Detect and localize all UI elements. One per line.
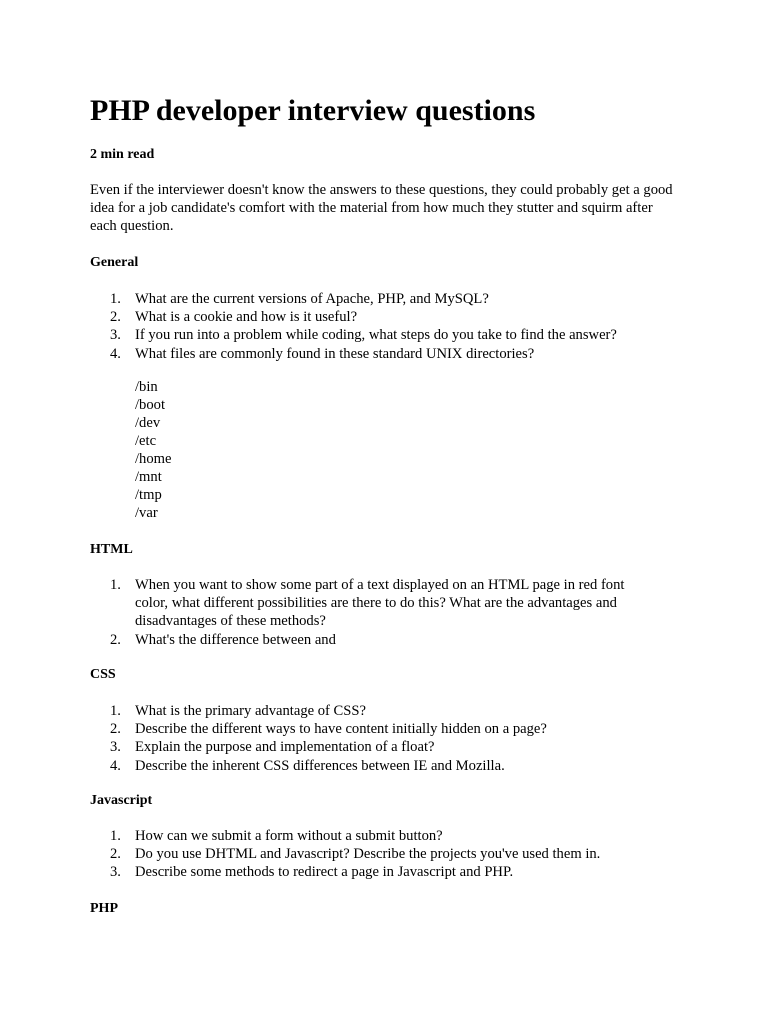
directory-item: /etc [135,433,157,449]
list-number: 2. [110,309,121,326]
list-item: 4. Describe the inherent CSS differences between IE and Mozilla. [110,757,505,774]
html-question-list [90,576,650,649]
page-title: PHP developer interview questions [90,94,536,127]
list-item: 1. What is the primary advantage of CSS? [110,703,367,719]
list-number: 1. [110,577,121,593]
read-time: 2 min read [90,147,155,162]
directory-item: /boot [135,397,165,413]
css-question-list [90,702,650,775]
list-number: 3. [110,739,121,756]
directory-item: /mnt [135,469,162,485]
general-question-list [90,290,650,363]
directory-item: /bin [135,379,158,395]
list-number: 2. [110,721,121,738]
list-item: 2. Describe the different ways to have content initially hidden on a page? [110,721,547,738]
list-number: 2. [110,631,121,648]
list-item: 2. What's the difference between and [110,631,336,648]
list-item: 1. When you want to show some part of a text displayed on an HTML page in red font color, what different possibilities are there to do this? What are the advantages and disadvantages of these methods? [110,577,625,630]
section-heading-php: PHP [90,901,118,916]
list-number: 2. [110,846,121,863]
javascript-question-list [90,827,650,882]
section-heading-general: General [90,255,139,270]
list-item: 1. How can we submit a form without a submit button? [110,828,443,844]
list-number: 3. [110,864,121,881]
list-item: 3. If you run into a problem while coding, what steps do you take to find the answer? [110,327,617,344]
section-heading-css: CSS [90,667,116,682]
directory-item: /tmp [135,487,162,503]
list-number: 1. [110,828,121,844]
unix-directory-list [135,378,171,522]
list-number: 1. [110,291,121,307]
list-item: 4. What files are commonly found in these standard UNIX directories? [110,345,535,362]
list-item: 3. Explain the purpose and implementation of a float? [110,739,435,756]
list-number: 4. [110,757,121,774]
directory-item: /var [135,505,158,521]
section-heading-html: HTML [90,542,133,557]
list-number: 4. [110,345,121,362]
list-item: 3. Describe some methods to redirect a page in Javascript and PHP. [110,864,514,881]
list-number: 1. [110,703,121,719]
section-heading-javascript: Javascript [90,793,153,808]
list-item: 2. Do you use DHTML and Javascript? Describe the projects you've used them in. [110,846,601,863]
list-item: 2. What is a cookie and how is it useful? [110,309,358,326]
directory-item: /home [135,451,172,467]
list-number: 3. [110,327,121,344]
directory-item: /dev [135,415,161,431]
intro-paragraph: Even if the interviewer doesn't know the answers to these questions, they could probably get a good idea for a job candidate's comfort with the material from how much they stutter and squirm after each question. [90,182,673,235]
list-item: 1. What are the current versions of Apache, PHP, and MySQL? [110,291,489,307]
